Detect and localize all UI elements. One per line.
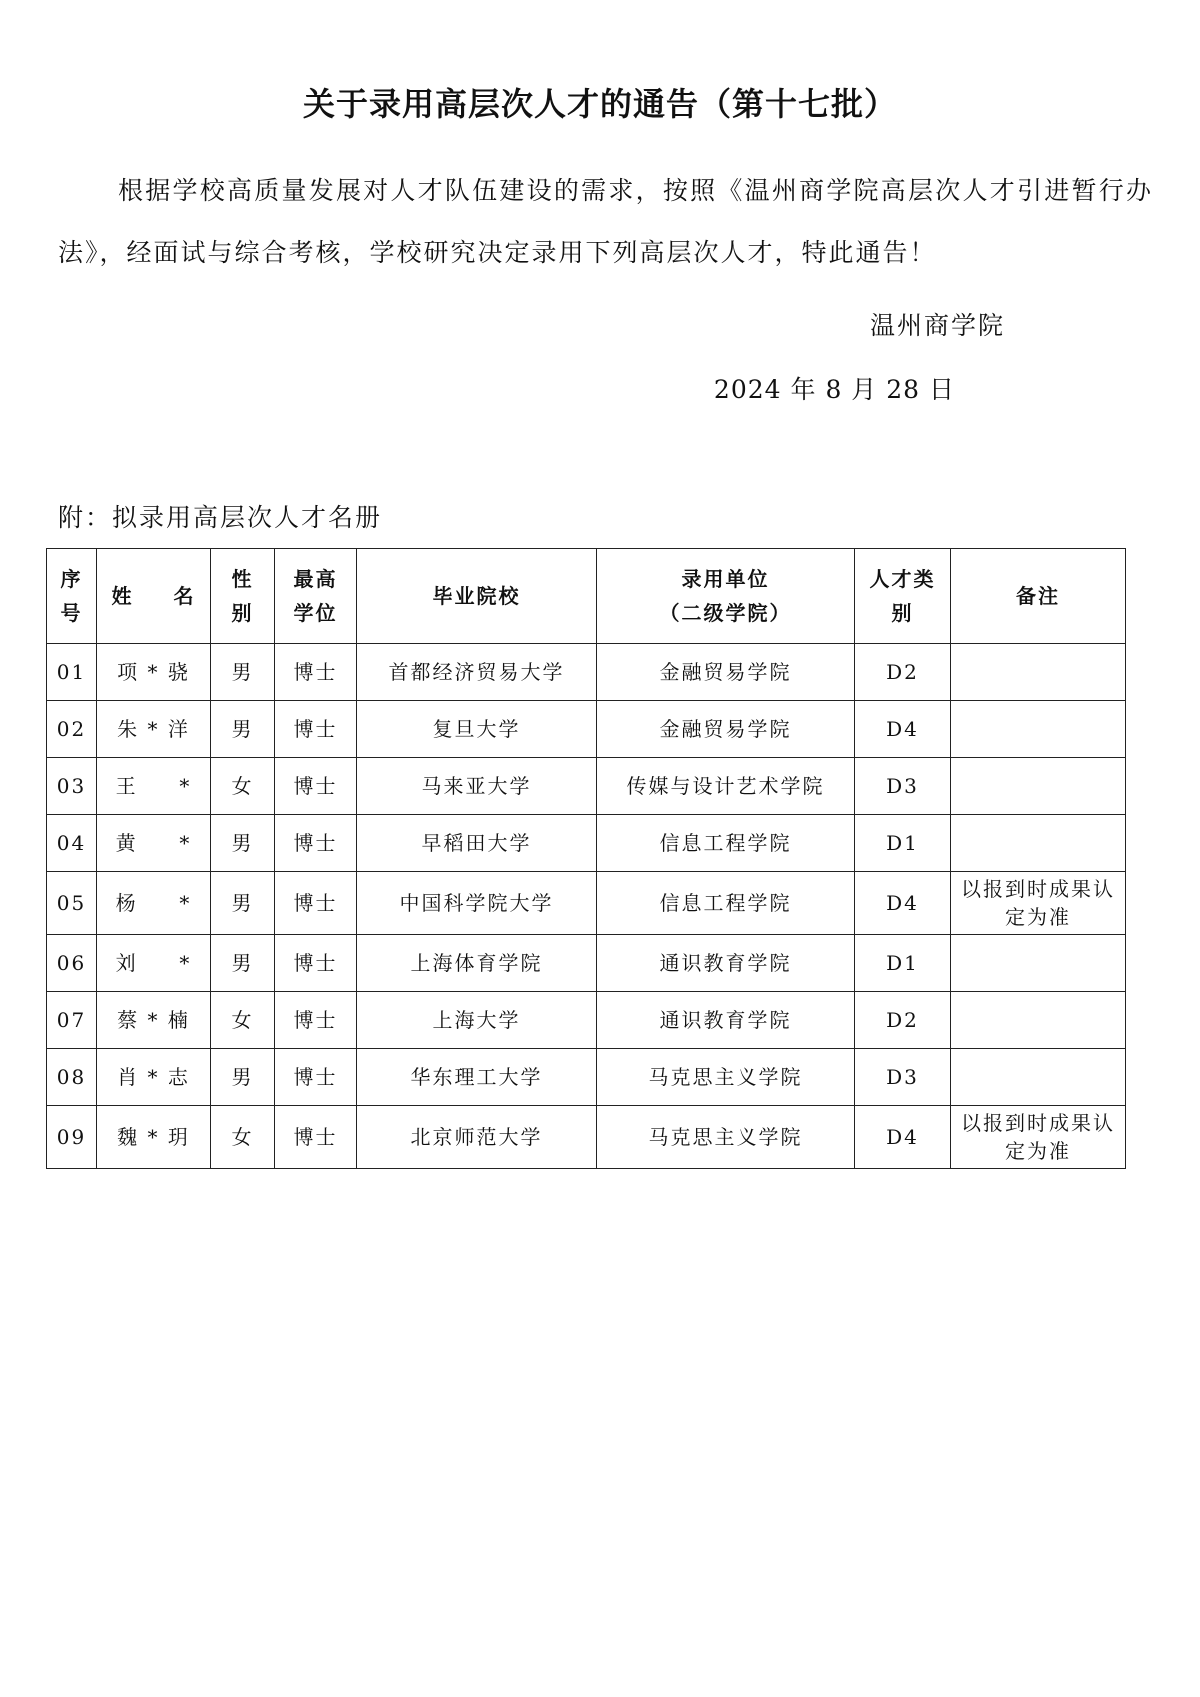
- cell-unit: 传媒与设计艺术学院: [597, 758, 855, 815]
- cell-category: D1: [855, 815, 951, 872]
- notice-body: 根据学校高质量发展对人才队伍建设的需求，按照《温州商学院高层次人才引进暂行办法》，经面试与综合考核，学校研究决定录用下列高层次人才，特此通告！: [58, 176, 1153, 267]
- cell-school: 华东理工大学: [357, 1049, 597, 1106]
- cell-unit: 通识教育学院: [597, 935, 855, 992]
- cell-degree: 博士: [275, 872, 357, 935]
- header-seq-line1: 序: [60, 567, 83, 591]
- header-seq: [47, 549, 97, 644]
- cell-gender: 男: [211, 701, 275, 758]
- cell-category: D3: [855, 758, 951, 815]
- notice-title: 关于录用高层次人才的通告（第十七批）: [302, 85, 897, 123]
- cell-school: 中国科学院大学: [357, 872, 597, 935]
- cell-unit: 信息工程学院: [597, 815, 855, 872]
- header-category-line2: 别: [891, 601, 914, 625]
- cell-name: 黄 *: [97, 815, 211, 872]
- header-degree-line2: 学位: [293, 601, 338, 625]
- notice-date: 2024 年 8 月 28 日: [713, 375, 955, 404]
- header-category-line1: 人才类: [869, 567, 936, 591]
- table-header-row: [47, 549, 1126, 644]
- cell-remark: 以报到时成果认定为准: [951, 872, 1126, 935]
- cell-name: 刘 *: [97, 935, 211, 992]
- cell-remark: [951, 701, 1126, 758]
- table-row: [47, 701, 1126, 758]
- cell-category: D4: [855, 701, 951, 758]
- cell-school: 早稻田大学: [357, 815, 597, 872]
- cell-seq: 04: [47, 815, 97, 872]
- cell-remark: [951, 1049, 1126, 1106]
- cell-gender: 男: [211, 815, 275, 872]
- header-unit: [597, 549, 855, 644]
- cell-gender: 男: [211, 935, 275, 992]
- cell-remark: 以报到时成果认定为准: [951, 1106, 1126, 1169]
- cell-category: D4: [855, 872, 951, 935]
- header-unit-line2: （二级学院）: [659, 601, 792, 625]
- cell-unit: 金融贸易学院: [597, 701, 855, 758]
- cell-school: 首都经济贸易大学: [357, 644, 597, 701]
- cell-seq: 01: [47, 644, 97, 701]
- cell-unit: 马克思主义学院: [597, 1049, 855, 1106]
- cell-category: D2: [855, 992, 951, 1049]
- cell-gender: 男: [211, 644, 275, 701]
- cell-degree: 博士: [275, 992, 357, 1049]
- table-row: [47, 644, 1126, 701]
- cell-category: D2: [855, 644, 951, 701]
- cell-seq: 08: [47, 1049, 97, 1106]
- cell-name: 王 *: [97, 758, 211, 815]
- cell-gender: 男: [211, 872, 275, 935]
- cell-school: 上海大学: [357, 992, 597, 1049]
- header-school: 毕业院校: [357, 549, 597, 644]
- cell-remark: [951, 935, 1126, 992]
- cell-name: 魏 * 玥: [97, 1106, 211, 1169]
- header-gender-line2: 别: [231, 601, 254, 625]
- talent-roster-table: [46, 548, 1126, 1169]
- table-row: [47, 992, 1126, 1049]
- header-category: [855, 549, 951, 644]
- cell-unit: 信息工程学院: [597, 872, 855, 935]
- header-degree-line1: 最高: [293, 567, 338, 591]
- table-row: [47, 935, 1126, 992]
- cell-gender: 女: [211, 1106, 275, 1169]
- header-remark: 备注: [951, 549, 1126, 644]
- cell-unit: 金融贸易学院: [597, 644, 855, 701]
- cell-school: 马来亚大学: [357, 758, 597, 815]
- table-row: [47, 815, 1126, 872]
- header-gender-line1: 性: [231, 567, 254, 591]
- cell-unit: 马克思主义学院: [597, 1106, 855, 1169]
- cell-school: 复旦大学: [357, 701, 597, 758]
- table-row: [47, 1106, 1126, 1169]
- cell-gender: 女: [211, 758, 275, 815]
- table-row: [47, 758, 1126, 815]
- cell-remark: [951, 758, 1126, 815]
- cell-category: D1: [855, 935, 951, 992]
- cell-gender: 男: [211, 1049, 275, 1106]
- header-name-part1: 姓: [111, 584, 134, 608]
- cell-category: D3: [855, 1049, 951, 1106]
- cell-category: D4: [855, 1106, 951, 1169]
- header-degree: [275, 549, 357, 644]
- cell-seq: 06: [47, 935, 97, 992]
- cell-degree: 博士: [275, 701, 357, 758]
- table-row: [47, 1049, 1126, 1106]
- cell-seq: 03: [47, 758, 97, 815]
- cell-unit: 通识教育学院: [597, 992, 855, 1049]
- cell-degree: 博士: [275, 758, 357, 815]
- table-row: [47, 872, 1126, 935]
- cell-school: 北京师范大学: [357, 1106, 597, 1169]
- cell-remark: [951, 644, 1126, 701]
- header-seq-line2: 号: [60, 601, 83, 625]
- cell-name: 蔡 * 楠: [97, 992, 211, 1049]
- cell-seq: 02: [47, 701, 97, 758]
- cell-gender: 女: [211, 992, 275, 1049]
- cell-remark: [951, 992, 1126, 1049]
- header-name: [97, 549, 211, 644]
- cell-name: 项 * 骁: [97, 644, 211, 701]
- cell-seq: 07: [47, 992, 97, 1049]
- cell-degree: 博士: [275, 935, 357, 992]
- header-unit-line1: 录用单位: [681, 567, 770, 591]
- cell-degree: 博士: [275, 1049, 357, 1106]
- cell-school: 上海体育学院: [357, 935, 597, 992]
- cell-remark: [951, 815, 1126, 872]
- cell-name: 肖 * 志: [97, 1049, 211, 1106]
- cell-seq: 05: [47, 872, 97, 935]
- header-name-part2: 名: [173, 584, 196, 608]
- appendix-caption: 附：拟录用高层次人才名册: [58, 503, 383, 532]
- cell-degree: 博士: [275, 1106, 357, 1169]
- cell-name: 朱 * 洋: [97, 701, 211, 758]
- cell-degree: 博士: [275, 815, 357, 872]
- header-gender: [211, 549, 275, 644]
- cell-name: 杨 *: [97, 872, 211, 935]
- cell-degree: 博士: [275, 644, 357, 701]
- notice-signature: 温州商学院: [869, 311, 1005, 340]
- cell-seq: 09: [47, 1106, 97, 1169]
